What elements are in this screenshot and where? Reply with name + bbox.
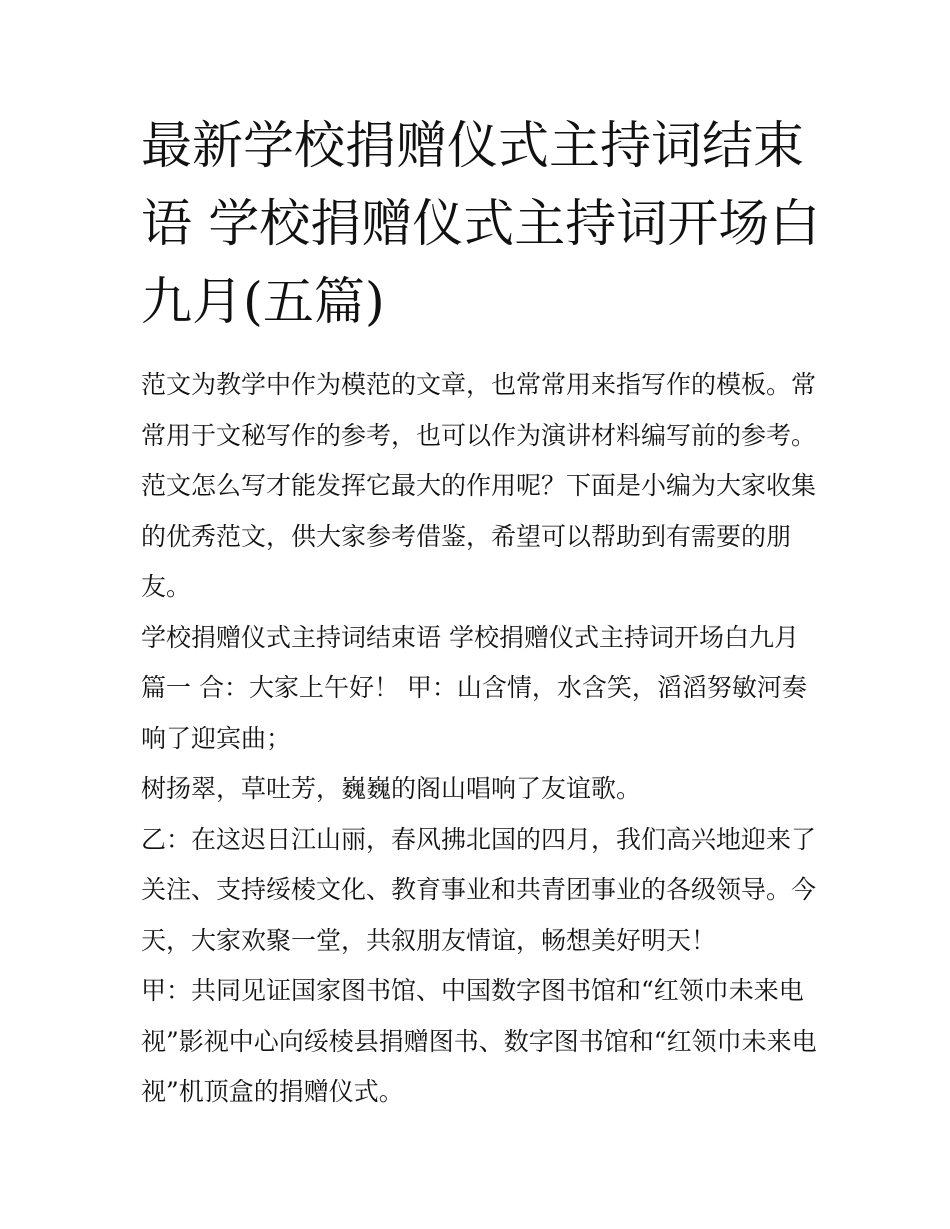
text-line: 树扬翠，草吐芳，巍巍的阁山唱响了友谊歌。 <box>141 774 642 803</box>
text-line: 范文为教学中作为模范的文章，也常常用来指写作的模板。常 <box>141 370 817 399</box>
text-line: 响了迎宾曲； <box>141 723 292 753</box>
body-paragraph <box>141 966 816 1118</box>
text-line: 学校捐赠仪式主持词结束语 学校捐赠仪式主持词开场白九月 <box>141 622 799 652</box>
text-line: 友。 <box>141 572 192 601</box>
text-line: 范文怎么写才能发挥它最大的作用呢？下面是小编为大家收集 <box>141 471 817 500</box>
text-line: 常用于文秘写作的参考，也可以作为演讲材料编写前的参考。 <box>141 420 817 450</box>
text-line: 视”机顶盒的捐赠仪式。 <box>141 1077 404 1106</box>
text-line: 甲：共同见证国家图书馆、中国数字图书馆和“红领巾未来电 <box>141 976 804 1005</box>
title-line: 语 学校捐赠仪式主持词开场白 <box>141 195 821 254</box>
text-line: 天，大家欢聚一堂，共叙朋友情谊，畅想美好明天！ <box>141 925 717 955</box>
text-line: 视”影视中心向绥棱县捐赠图书、数字图书馆和“红领巾未来电 <box>141 1026 817 1056</box>
intro-paragraph <box>141 360 816 613</box>
body-paragraph <box>141 663 816 764</box>
text-line: 乙：在这迟日江山丽，春风拂北国的四月，我们高兴地迎来了 <box>141 824 817 854</box>
title-line: 最新学校捐赠仪式主持词结束 <box>141 117 805 176</box>
text-line: 的优秀范文，供大家参考借鉴，希望可以帮助到有需要的朋 <box>141 521 792 551</box>
body-paragraph <box>141 815 816 967</box>
body-paragraph <box>141 764 816 815</box>
document-page <box>141 108 821 1118</box>
subtitle-paragraph <box>141 613 816 664</box>
document-title <box>141 108 821 342</box>
text-line: 篇一 合：大家上午好！ 甲：山含情，水含笑，滔滔努敏河奏 <box>141 673 807 702</box>
document-body <box>141 360 816 1118</box>
title-line: 九月(五篇) <box>141 273 385 332</box>
text-line: 关注、支持绥棱文化、教育事业和共青团事业的各级领导。今 <box>141 875 817 904</box>
